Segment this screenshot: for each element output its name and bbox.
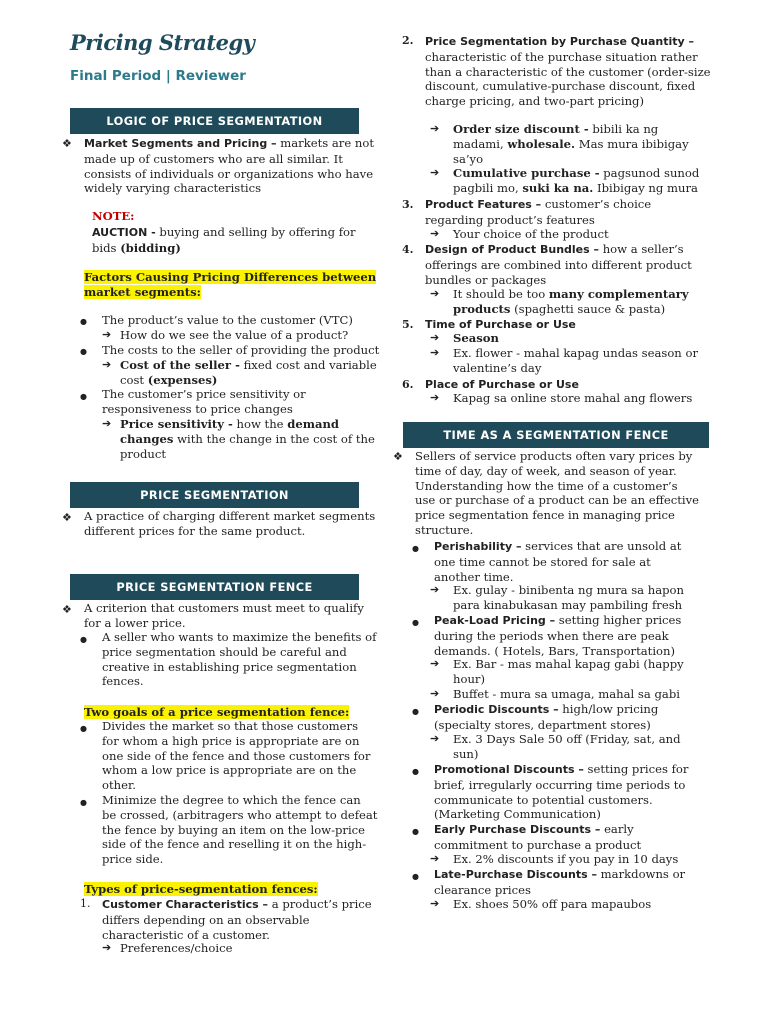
arrow-icon: ➔ [102,417,112,430]
arrow-icon: ➔ [430,732,440,745]
list-item: Price Segmentation by Purchase Quantity – characteristic of the purchase situation rather than a characteristic of the customer (order-size discount, cumulative-purchase discount, fixed charge pricing, and two-part pricing) [425,35,711,109]
list-number: 4. [402,243,414,256]
list-number: 3. [402,198,414,211]
list-item: Product Features – customer’s choice regarding product’s features [425,197,652,227]
sub-item: Cost of the seller - fixed cost and variable cost (expenses) [120,358,377,387]
dot-bullet-icon: ● [80,317,87,326]
arrow-icon: ➔ [430,583,440,596]
diamond-bullet-icon: ❖ [393,450,403,463]
list-number: 1. [80,897,91,910]
diamond-bullet-icon: ❖ [62,511,72,524]
list-item: Sellers of service products often vary prices by time of day, day of week, and season of year. Understanding how the time of a customer’s use or purchase of a product can be an effective price segmentation fence in managing price structure. [415,449,700,537]
list-item: Late-Purchase Discounts – markdowns or clearance prices [434,867,686,897]
arrow-icon: ➔ [430,227,440,240]
dot-bullet-icon: ● [412,827,419,836]
arrow-icon: ➔ [430,391,440,404]
sub-item: Kapag sa online store mahal ang flowers [453,391,693,405]
list-item: Customer Characteristics – a product’s price differs depending on an observable characteristic of a customer. [102,897,372,942]
note-label: NOTE: [92,209,135,223]
sub-item: Season [453,331,499,345]
sub-item: Ex. flower - mahal kapag undas season or valentine’s day [453,346,698,375]
arrow-icon: ➔ [102,328,112,341]
page-subtitle: Final Period | Reviewer [70,68,246,84]
section-heading-time-fence: TIME AS A SEGMENTATION FENCE [403,422,709,448]
dot-bullet-icon: ● [80,635,87,644]
list-item: Perishability – services that are unsold at one time cannot be stored for sale at another time. [434,539,682,584]
section-heading-logic: LOGIC OF PRICE SEGMENTATION [70,108,359,134]
arrow-icon: ➔ [430,287,440,300]
arrow-icon: ➔ [430,122,440,135]
sub-item: Your choice of the product [453,227,609,241]
list-item: Peak-Load Pricing – setting higher prices during the periods when there are peak demands. ( Hotels, Bars, Transportation) [434,613,682,658]
list-item: The customer’s price sensitivity or responsiveness to price changes [102,387,306,416]
dot-bullet-icon: ● [80,392,87,401]
dot-bullet-icon: ● [80,347,87,356]
dot-bullet-icon: ● [412,618,419,627]
dot-bullet-icon: ● [80,724,87,733]
list-item: Minimize the degree to which the fence can be crossed, (arbitragers who attempt to defeat the fence by buying an item on the low-price side of the fence and reselling it on the high-price side. [102,793,378,867]
sub-item: A seller who wants to maximize the benefits of price segmentation should be careful and creative in establishing price segmentation fences. [102,630,377,689]
dot-bullet-icon: ● [412,872,419,881]
arrow-icon: ➔ [430,852,440,865]
sub-item: Buffet - mura sa umaga, mahal sa gabi [453,687,680,701]
diamond-bullet-icon: ❖ [62,603,72,616]
section-heading-fence: PRICE SEGMENTATION FENCE [70,574,359,600]
arrow-icon: ➔ [102,941,112,954]
list-number: 6. [402,378,414,391]
list-item: A practice of charging different market segments different prices for the same product. [84,509,376,538]
sub-item: Cumulative purchase - pagsunod sunod pagbili mo, suki ka na. Ibibigay ng mura [453,166,700,195]
goals-heading: Two goals of a price segmentation fence: [84,705,350,719]
list-item: The product’s value to the customer (VTC) [102,313,353,327]
sub-item: Ex. 2% discounts if you pay in 10 days [453,852,679,866]
dot-bullet-icon: ● [80,798,87,807]
dot-bullet-icon: ● [412,544,419,553]
arrow-icon: ➔ [430,897,440,910]
sub-item: It should be too many complementary products (spaghetti sauce & pasta) [453,287,689,316]
list-number: 2. [402,34,414,47]
arrow-icon: ➔ [430,166,440,179]
sub-item: Ex. Bar - mas mahal kapag gabi (happy hour) [453,657,684,686]
section-heading-price-segmentation: PRICE SEGMENTATION [70,482,359,508]
list-item: Promotional Discounts – setting prices for brief, irregularly occurring time periods to communicate to potential customers. (Marketing Communication) [434,762,689,822]
arrow-icon: ➔ [102,358,112,371]
arrow-icon: ➔ [430,657,440,670]
list-item: A criterion that customers must meet to qualify for a lower price. [84,601,364,630]
arrow-icon: ➔ [430,346,440,359]
list-item: Early Purchase Discounts – early commitment to purchase a product [434,822,642,852]
sub-item: Ex. gulay - binibenta ng mura sa hapon para kinabukasan may pambiling fresh [453,583,684,612]
list-item: The costs to the seller of providing the product [102,343,380,357]
list-item: Time of Purchase or Use [425,318,576,331]
list-item: Design of Product Bundles – how a seller’s offerings are combined into different product bundles or packages [425,242,692,287]
list-item: Market Segments and Pricing – markets are not made up of customers who are all similar. It consists of individuals or organizations who have widely varying characteristics [84,136,374,196]
page-title: Pricing Strategy [70,30,255,55]
sub-item: How do we see the value of a product? [120,328,349,342]
dot-bullet-icon: ● [412,707,419,716]
sub-item: Ex. shoes 50% off para mapaubos [453,897,652,911]
list-item: Place of Purchase or Use [425,378,579,391]
types-heading: Types of price-segmentation fences: [84,882,318,896]
sub-item: Price sensitivity - how the demand changes with the change in the cost of the product [120,417,375,461]
diamond-bullet-icon: ❖ [62,137,72,150]
sub-item: Ex. 3 Days Sale 50 off (Friday, sat, and sun) [453,732,681,761]
arrow-icon: ➔ [430,687,440,700]
sub-item: Preferences/choice [120,941,233,955]
list-item: Periodic Discounts – high/low pricing (specialty stores, department stores) [434,702,659,732]
arrow-icon: ➔ [430,331,440,344]
factors-heading: Factors Causing Pricing Differences between market segments: [84,270,377,299]
list-number: 5. [402,318,414,331]
sub-item: Order size discount - bibili ka ng madami, wholesale. Mas mura ibibigay sa’yo [453,122,689,166]
list-item: Divides the market so that those customers for whom a high price is appropriate are on one side of the fence and those customers for whom a low price is appropriate are on the other. [102,719,371,793]
note-text: AUCTION - buying and selling by offering for bids (bidding) [92,225,356,255]
dot-bullet-icon: ● [412,767,419,776]
